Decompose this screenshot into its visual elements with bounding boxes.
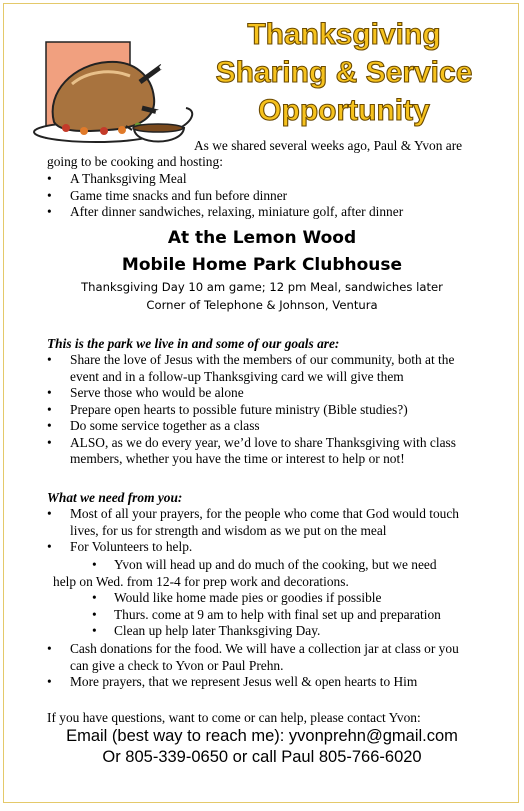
location-line-2: Mobile Home Park Clubhouse bbox=[121, 255, 403, 275]
intro-list bbox=[47, 171, 403, 221]
email-line: Email (best way to reach me): yvonprehn@gmail.com bbox=[66, 727, 458, 745]
needs-list bbox=[47, 506, 459, 556]
roast-turkey-and-gravy-boat-icon bbox=[30, 38, 198, 150]
phone-line: Or 805-339-0650 or call Paul 805-766-6020 bbox=[102, 748, 422, 766]
list-item: • A Thanksgiving Meal bbox=[47, 171, 403, 188]
intro-line-1: As we shared several weeks ago, Paul & Yvon are bbox=[194, 138, 463, 153]
flyer-title bbox=[194, 16, 494, 130]
list-item: • Game time snacks and fun before dinner bbox=[47, 188, 403, 205]
list-item: • For Volunteers to help. bbox=[47, 539, 459, 556]
list-item: • Cash donations for the food. We will have a collection jar at class or you can give a check to Yvon or Paul Prehn. bbox=[47, 641, 459, 674]
questions-line: If you have questions, want to come or can help, please contact Yvon: bbox=[47, 710, 421, 725]
goals-heading: This is the park we live in and some of our goals are: bbox=[47, 336, 340, 351]
title-line-2: Sharing & Service bbox=[215, 56, 473, 89]
volunteer-list bbox=[47, 557, 441, 640]
list-item: • Serve those who would be alone bbox=[47, 385, 456, 402]
needs-list-continued bbox=[47, 641, 459, 691]
flyer-page bbox=[3, 3, 519, 803]
address-line: Corner of Telephone & Johnson, Ventura bbox=[146, 298, 378, 312]
intro-line-2: going to be cooking and hosting: bbox=[47, 154, 223, 169]
title-line-1: Thanksgiving bbox=[247, 18, 441, 51]
list-item: • Would like home made pies or goodies if possible bbox=[90, 590, 441, 607]
list-item: • Yvon will head up and do much of the cooking, but we need bbox=[90, 557, 441, 574]
list-item-continued: help on Wed. from 12-4 for prep work and decorations. bbox=[53, 573, 349, 589]
list-item: • After dinner sandwiches, relaxing, miniature golf, after dinner bbox=[47, 204, 403, 221]
goals-list bbox=[47, 352, 456, 468]
list-item: • Share the love of Jesus with the members of our community, both at the event and in a follow-up Thanksgiving card we will give them bbox=[47, 352, 456, 385]
list-item: • Clean up help later Thanksgiving Day. bbox=[90, 623, 441, 640]
list-item: • Most of all your prayers, for the people who come that God would touch lives, for us for strength and wisdom as we put on the meal bbox=[47, 506, 459, 539]
title-line-3: Opportunity bbox=[258, 94, 430, 127]
list-item: • ALSO, as we do every year, we’d love to share Thanksgiving with class members, whether you have the time or interest to help or not! bbox=[47, 435, 456, 468]
list-item: • Prepare open hearts to possible future ministry (Bible studies?) bbox=[47, 402, 456, 419]
location-line-1: At the Lemon Wood bbox=[167, 228, 357, 248]
needs-heading: What we need from you: bbox=[47, 490, 183, 505]
list-item: • More prayers, that we represent Jesus well & open hearts to Him bbox=[47, 674, 459, 691]
list-item: • Thurs. come at 9 am to help with final set up and preparation bbox=[90, 607, 441, 624]
list-item: • Do some service together as a class bbox=[47, 418, 456, 435]
schedule-line: Thanksgiving Day 10 am game; 12 pm Meal, sandwiches later bbox=[81, 280, 443, 294]
